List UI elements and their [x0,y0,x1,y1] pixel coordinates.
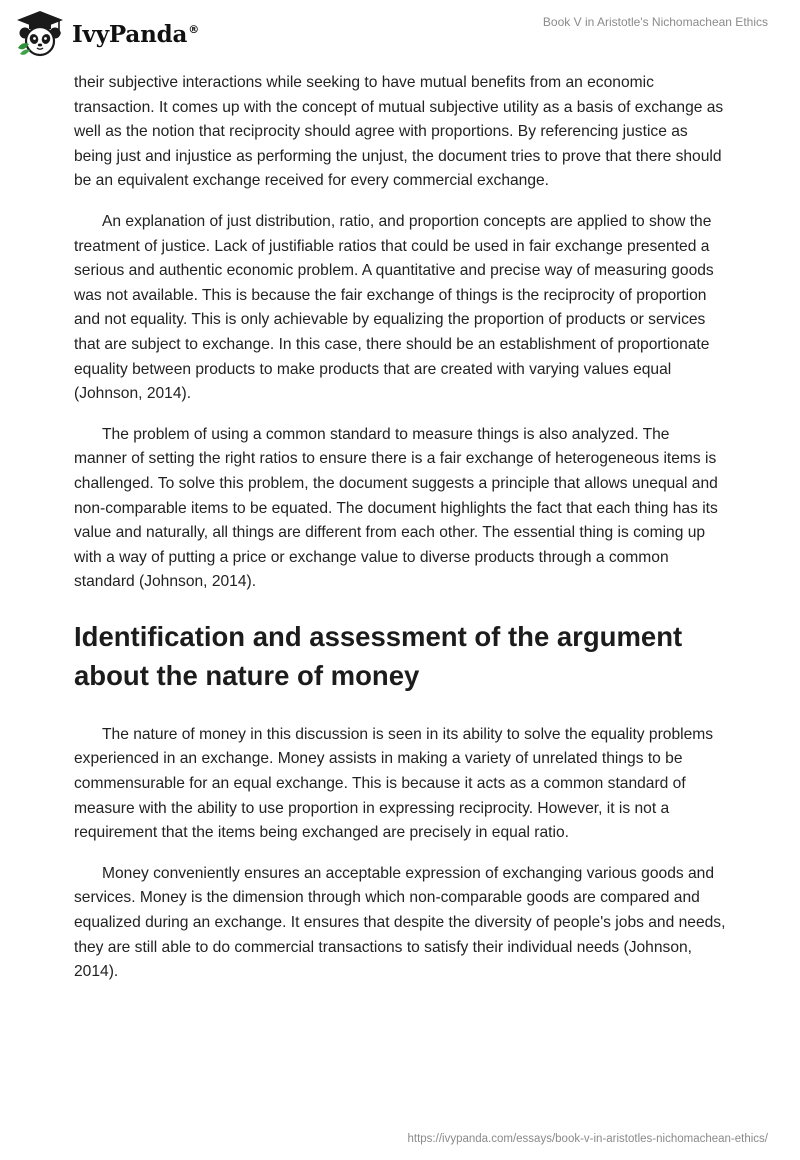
essay-body [74,71,726,1001]
paragraph-common-standard: The problem of using a common standard to measure things is also analyzed. The manner of setting the right ratios to ensure there is a fair exchange of heterogeneous items is challenged. To solve this problem, the document suggests a principle that allows unequal and non-comparable items to be equated. The document highlights the fact that each thing has its value and naturally, all things are different from each other. The essential thing is coming up with a way of putting a price or exchange value to diverse products through a common standard (Johnson, 2014). [74,425,718,591]
brand-name: IvyPanda® [72,20,199,48]
page-header [0,0,800,64]
registered-mark: ® [188,22,199,36]
document-title: Book V in Aristotle's Nichomachean Ethics [542,15,768,29]
paragraph-continuation: their subjective interactions while seeking to have mutual benefits from an economic transaction. It comes up with the concept of mutual subjective utility as a basis of exchange as well as the notion that reciprocity should agree with proportions. By referencing justice as being just and injustice as performing the unjust, the document tries to prove that there should be an equivalent exchange received for every commercial exchange. [74,74,724,190]
ivypanda-logo[interactable] [14,8,199,60]
section-heading: Identification and assessment of the argument about the nature of money [74,620,683,691]
panda-graduate-icon [14,8,66,60]
paragraph-money-convenience: Money conveniently ensures an acceptable expression of exchanging various goods and services. Money is the dimension through which non-comparable goods are compared and equalized during an exchange. It ensures that despite the diversity of people's jobs and needs, they are still able to do commercial transactions to satisfy their individual needs (Johnson, 2014). [74,864,726,981]
paragraph-nature-of-money: The nature of money in this discussion is seen in its ability to solve the equality problems experienced in an exchange. Money assists in making a variety of unrelated things to be commensurable for an equal exchange. This is because it acts as a common standard of measure with the ability to use proportion in expressing reciprocity. However, it is not a requirement that the items being exchanged are precisely in equal ratio. [74,725,714,842]
paragraph-just-distribution: An explanation of just distribution, ratio, and proportion concepts are applied to show the treatment of justice. Lack of justifiable ratios that could be used in fair exchange presented a serious and authentic economic problem. A quantitative and precise way of measuring goods was not available. This is because the fair exchange of things is the reciprocity of proportion and not equality. This is only achievable by equalizing the proportion of products or services that are subject to exchange. In this case, there should be an establishment of proportionate equality between products to make products that are created with varying values equal (Johnson, 2014). [74,212,714,403]
source-url[interactable]: https://ivypanda.com/essays/book-v-in-aristotles-nichomachean-ethics/ [407,1133,768,1145]
